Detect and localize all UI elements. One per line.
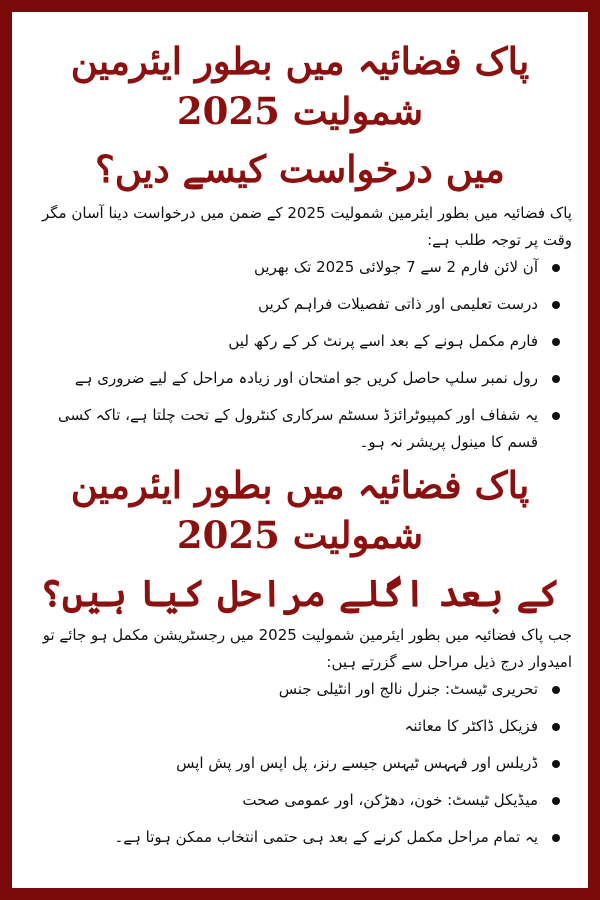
section1-heading xyxy=(26,36,574,194)
list-item-text: فارم مکمل ہونے کے بعد اسے پرنٹ کر کے رکھ لیں xyxy=(228,332,538,350)
list-item xyxy=(26,824,574,851)
list-item-text: رول نمبر سلپ حاصل کریں جو امتحان اور زیادہ مراحل کے لیے ضروری ہے xyxy=(74,369,538,387)
list-item xyxy=(26,676,574,703)
bullet-dot-icon xyxy=(552,375,560,383)
bullet-dot-icon xyxy=(552,264,560,272)
article-content xyxy=(26,26,574,874)
list-item-text: درست تعلیمی اور ذاتی تفصیلات فراہم کریں xyxy=(258,295,538,313)
bullet-dot-icon xyxy=(552,834,560,842)
section2-heading xyxy=(26,460,574,618)
list-item xyxy=(26,365,574,392)
section2-heading-line1: پاک فضائیہ میں بطور ایئرمین شمولیت 2025 xyxy=(70,463,530,557)
list-item-text: یہ تمام مراحل مکمل کرنے کے بعد ہی حتمی انتخاب ممکن ہوتا ہے۔ xyxy=(114,828,538,846)
section1-heading-line1: پاک فضائیہ میں بطور ایئرمین شمولیت 2025 xyxy=(70,39,530,133)
list-item xyxy=(26,291,574,318)
list-item xyxy=(26,787,574,814)
list-item-text: فزیکل ڈاکٹر کا معائنہ xyxy=(404,717,538,735)
bullet-dot-icon xyxy=(552,797,560,805)
bullet-dot-icon xyxy=(552,723,560,731)
section2-bullet-list xyxy=(26,676,574,851)
bullet-dot-icon xyxy=(552,338,560,346)
bullet-dot-icon xyxy=(552,686,560,694)
bullet-dot-icon xyxy=(552,760,560,768)
bullet-dot-icon xyxy=(552,412,560,420)
section2-intro: جب پاک فضائیہ میں بطور ایئرمین شمولیت 2025 میں رجسٹریشن مکمل ہو جائے تو امیدوار درج ذیل مراحل سے گزرتے ہیں: xyxy=(42,626,572,671)
list-item-text: ڈریلس اور فہہس ٹیہس جیسے رنز، پل اپس اور پش اپس xyxy=(176,754,538,772)
section1-intro: پاک فضائیہ میں بطور ایئرمین شمولیت 2025 کے ضمن میں درخواست دینا آسان مگر وقت پر توجہ طلب ہے: xyxy=(42,204,572,249)
list-item xyxy=(26,750,574,777)
section1-bullet-list xyxy=(26,254,574,456)
list-item-text: آن لائن فارم 2 سے 7 جولائی 2025 تک بھریں xyxy=(253,258,538,276)
list-item-text: یہ شفاف اور کمپیوٹرائزڈ سسٹم سرکاری کنٹرول کے تحت چلتا ہے، تاکہ کسی قسم کا مینول پریشر نہ ہو۔ xyxy=(57,406,538,451)
list-item xyxy=(26,254,574,281)
list-item xyxy=(26,402,574,456)
section2-heading-line2: کے بعد اگلے مراحل کیا ہیں؟ xyxy=(40,571,560,615)
list-item xyxy=(26,328,574,355)
bullet-dot-icon xyxy=(552,301,560,309)
section1-heading-line2: میں درخواست کیسے دیں؟ xyxy=(95,147,505,191)
list-item-text: تحریری ٹیسٹ: جنرل نالج اور انٹیلی جنس xyxy=(278,680,538,698)
list-item-text: میڈیکل ٹیسٹ: خون، دھڑکن، اور عمومی صحت xyxy=(242,791,538,809)
list-item xyxy=(26,713,574,740)
